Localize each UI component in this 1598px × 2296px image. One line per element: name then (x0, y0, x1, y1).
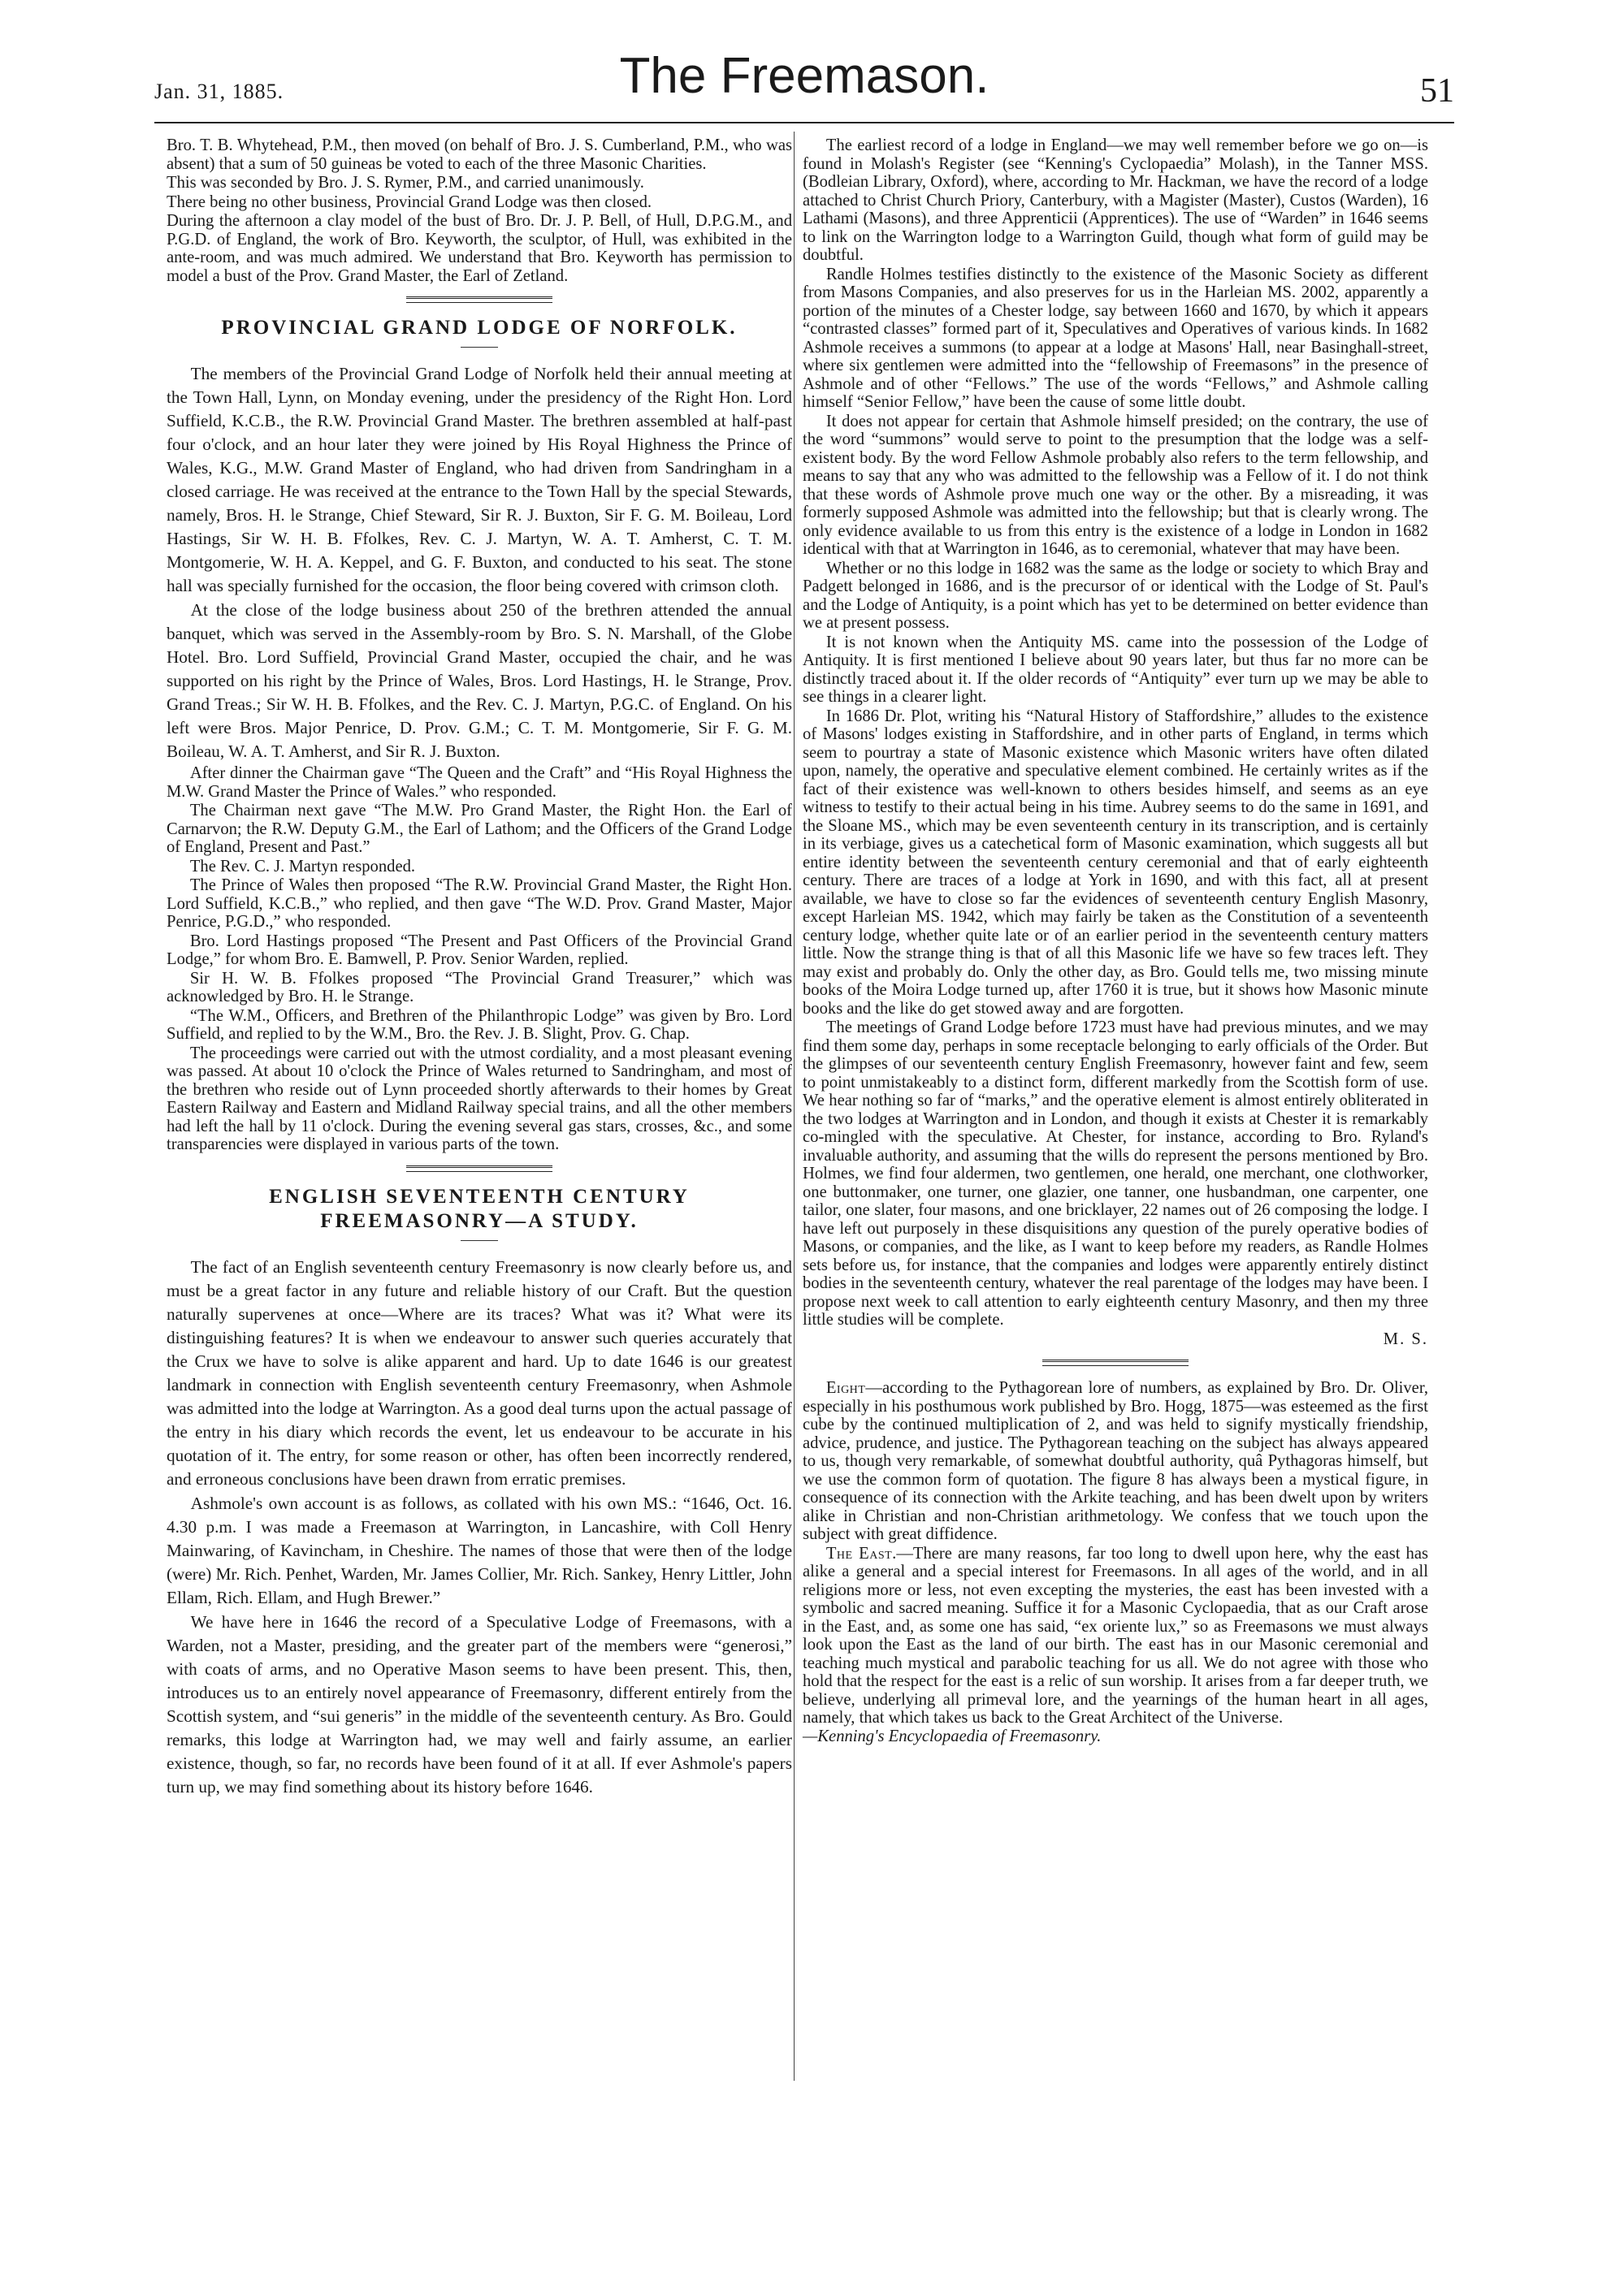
study-heading (167, 1185, 792, 1234)
author-signature: M. S. (1383, 1330, 1428, 1348)
article-paragraph: There being no other business, Provincial Grand Lodge was then closed. (167, 192, 652, 211)
article-paragraph: Bro. T. B. Whytehead, P.M., then moved (on behalf of Bro. J. S. Cumberland, P.M., who was absent) that a sum of 50 guineas be voted to each of the three Masonic Charities. (167, 136, 792, 173)
article-paragraph: It is not known when the Antiquity MS. came into the possession of the Lodge of Antiquity. It is first mentioned I believe about 90 years later, but thus far no more can be distinctly traced about it. If the older records of “Antiquity” ever turn up we may be able to see things in a clearer light. (803, 633, 1428, 706)
publication-title: The Freemason. (619, 48, 990, 104)
masthead-bar (154, 47, 1454, 120)
norfolk-heading: PROVINCIAL GRAND LODGE OF NORFOLK. (221, 317, 738, 339)
article-paragraph: After dinner the Chairman gave “The Queen and the Craft” and “His Royal Highness the M.W. Grand Master the Prince of Wales.” who responded. (167, 764, 792, 801)
article-paragraph: In 1686 Dr. Plot, writing his “Natural History of Staffordshire,” alludes to the existence of Masons' lodges existing in Staffordshire, and in other parts of England, in terms which seem to pourtray a state of Masonic existence which Masonic writers have often dilated upon, namely, the operative and speculative element combined. He certainly writes as if the fact of their existence was well-known to others besides himself, and seems as an eye witness to testify to their actual being in his time. Aubrey seems to do the same in 1691, and the Sloane MS., which may be even seventeenth century in its transcription, and is certainly in its verbiage, gives us a catechetical form of Masonic examination, which suggests all but entire identity between the seventeenth century ceremonial and that of early eighteenth century. There are traces of a lodge at York in 1690, and with this fact, all at present available, we have to close so far the evidences of seventeenth century English Masonry, except Harleian MS. 1942, which may fairly be taken as the Constitution of a seventeenth century lodge, whether quite late or of an earlier period in the seventeenth century matters little. Now the strange thing is that of all this Masonic life we have so few traces left. They may exist and probably do. Only the other day, as Bro. Gould tells me, two missing minute books of the Moira Lodge turned up, after 1760 it is true, but it shows how Masonic minute books and the like do get stowed away and are forgotten. (803, 707, 1428, 1018)
article-paragraph: This was seconded by Bro. J. S. Rymer, P.M., and carried unanimously. (167, 174, 644, 192)
article-paragraph: Randle Holmes testifies distinctly to the existence of the Masonic Society as different from Masons Companies, and also preserves for us in the Harleian MS. 2002, apparently a portion of the minutes of a Chester lodge, say between 1660 and 1670, by which it appears “contrasted classes” formed part of it, Speculatives and Operatives of various kinds. In 1682 Ashmole receives a summons (to appear at a lodge at Masons' Hall, near Basinghall-street, where six gentlemen were admitted into the “fellowship of Freemasons” in the presence of Ashmole and of other “Fellows.” The use of the words “Fellows,” and Ashmole calling himself “Senior Fellow,” have been the cause of some little doubt. (803, 265, 1428, 411)
issue-date: Jan. 31, 1885. (154, 80, 284, 103)
article-paragraph: Ashmole's own account is as follows, as collated with his own MS.: “1646, Oct. 16. 4.30 p.m. I was made a Freemason at Warrington, in Lancashire, with Coll Henry Mainwaring, of Kavincham, in Cheshire. The names of those that were then of the lodge (were) Mr. Rich. Penhet, Warden, Mr. James Collier, Mr. Rich. Sankey, Henry Littler, John Ellam, Rich. Ellam, and Hugh Brewer.” (167, 1493, 792, 1607)
article-paragraph: The Chairman next gave “The M.W. Pro Grand Master, the Right Hon. the Earl of Carnarvon; the R.W. Deputy G.M., the Earl of Lathom; and the Officers of the Grand Lodge of England, Present and Past.” (167, 802, 792, 856)
article-paragraph: Whether or no this lodge in 1682 was the same as the lodge or society to which Bray and Padgett belonged in 1686, and is the precursor of or identical with the Lodge of St. Paul's and the Lodge of Antiquity, is a point which has yet to be determined on better evidence than we at present possess. (803, 559, 1428, 632)
study-heading-line: ENGLISH SEVENTEENTH CENTURY (269, 1185, 690, 1208)
masthead-rule (154, 122, 1454, 123)
section-separator (406, 296, 552, 303)
heading-rule (461, 347, 498, 348)
article-paragraph: At the close of the lodge business about 250 of the brethren attended the annual banquet, which was served in the Assembly-room by Bro. S. N. Marshall, of the Globe Hotel. Bro. Lord Suffield, Provincial Grand Master, occupied the chair, and he was supported on his right by the Prince of Wales, Bros. Lord Hastings, H. le Strange, Prov. Grand Treas.; Sir W. H. B. Ffolkes, and the Rev. C. J. Martyn, P.G.C. of England. On his left were Bros. Major Penrice, D. Prov. G.M.; C. T. M. Montgomerie, Sir F. G. M. Boileau, W. A. T. Amherst, and Sir R. J. Buxton. (167, 600, 792, 761)
east-text: .—There are many reasons, far too long to dwell upon here, why the east has alike a general and a special interest for Freemasons. In all ages of the world, and in all religions more or less, not even excepting the mysteries, the east has been invested with a symbolic and sacred meaning. Suffice it for a Masonic Cyclopaedia, that as our Craft arose in the East, and, as some one has said, “ex oriente lux,” so as Freemasons we must always look upon the East as the land of our birth. The east has in our Masonic ceremonial and teaching much mystical and parabolic teaching for us all. We do not agree with those who hold that the respect for the east is a relic of sun worship. It arises from a far deeper truth, we believe, underlying all primeval lore, and the yearnings of the human heart in all ages, namely, that which takes us back to the Great Architect of the Universe. (803, 1544, 1429, 1727)
article-paragraph: It does not appear for certain that Ashmole himself presided; on the contrary, the use of the word “summons” would serve to point to the presumption that the lodge was a self-existent body. By the word Fellow Ashmole probably also refers to the term fellowship, and means to say that any who was admitted to the fellowship was a Fellow of it. I do not think that these words of Ashmole prove much one way or the other. By a misreading, it was formerly supposed Ashmole was admitted into the fellowship; but that is clearly wrong. The only evidence available to us from this entry is the existence of a lodge in London in 1682 identical with that at Warrington in 1646, as to ceremonial, whatever that may have been. (803, 412, 1428, 558)
eight-paragraph (803, 1379, 1428, 1544)
article-paragraph: Bro. Lord Hastings proposed “The Present and Past Officers of the Provincial Grand Lodge,” for whom Bro. E. Bamwell, P. Prov. Senior Warden, replied. (167, 932, 792, 968)
section-separator (406, 1165, 552, 1172)
article-paragraph: The Rev. C. J. Martyn responded. (189, 857, 416, 876)
heading-rule (461, 1240, 498, 1241)
article-paragraph: The members of the Provincial Grand Lodge of Norfolk held their annual meeting at the Town Hall, Lynn, on Monday evening, under the presidency of the Right Hon. Lord Suffield, K.C.B., the R.W. Provincial Grand Master. The brethren assembled at half-past four o'clock, and an hour later they were joined by His Royal Highness the Prince of Wales, K.G., M.W. Grand Master of England, who had driven from Sandringham in a closed carriage. He was received at the entrance to the Town Hall by the special Stewards, namely, Bros. H. le Strange, Chief Steward, Sir R. J. Buxton, Sir F. G. M. Boileau, Lord Hastings, Sir W. H. B. Ffolkes, Rev. C. J. Martyn, W. A. T. Amherst, C. T. M. Montgomerie, W. H. A. Keppel, and G. F. Buxton, and conducted to his seat. The stone hall was specially furnished for the occasion, the floor being covered with crimson cloth. (167, 364, 792, 595)
article-paragraph: We have here in 1646 the record of a Speculative Lodge of Freemasons, with a Warden, not a Master, presiding, and the greater part of the members were “generosi,” with coats of arms, and no Operative Mason seems to have been present. This, then, introduces us to an entirely novel appearance of Freemasonry, different entirely from the Scottish system, and “sui generis” in the middle of the seventeenth century. As Bro. Gould remarks, this lodge at Warrington had, we may well and fairly assume, an earlier existence, though, so far, no records have been found of it at all. If ever Ashmole's papers turn up, we may find something about its history before 1646. (167, 1611, 792, 1797)
section-separator (1042, 1360, 1189, 1366)
article-paragraph: The meetings of Grand Lodge before 1723 must have had previous minutes, and we may find them some day, perhaps in some receptacle belonging to early officials of the Order. But the glimpses of our seventeenth century English Freemasonry, however faint and few, seem to point unmistakeably to a distinct form, different markedly from the Scottish form of use. We hear nothing so far of “marks,” and the operative element is almost entirely obliterated in the two lodges at Warrington and in London, and though it exists at Chester it is remarkably co-mingled with the speculative. At Chester, for instance, according to Bro. Ryland's invaluable authority, and assuming that the wills do represent the persons mentioned by Bro. Holmes, we find four aldermen, two gentlemen, one herald, one merchant, one clothworker, one buttonmaker, one turner, one glazier, one tanner, one husbandman, one carpenter, one tailor, one slater, four masons, and one bricklayer, 22 names out of 26 composing the lodge. I have left out purposely in these disquisitions any question of the purely operative bodies of Masons, or companies, and the like, as I want to keep before my readers, as Randle Holmes sets before us, for instance, that the companies and lodges were apparently entirely distinct bodies in the seventeenth century, whatever the real parentage of the lodges may have been. I propose next week to call attention to early eighteenth century Masonry, and then my three little studies will be complete. (803, 1018, 1428, 1329)
east-lead: The East (825, 1544, 893, 1563)
article-paragraph: During the afternoon a clay model of the bust of Bro. Dr. J. P. Bell, of Hull, D.P.G.M., and P.G.D. of England, the work of Bro. Keyworth, the sculptor, of Hull, was exhibited in the ante-room, and was much admired. We understand that Bro. Keyworth has permission to model a bust of the Prov. Grand Master, the Earl of Zetland. (167, 212, 792, 285)
right-column (803, 136, 1428, 1746)
eight-text: —according to the Pythagorean lore of numbers, as explained by Bro. Dr. Oliver, especially in his posthumous work published by Bro. Hogg, 1875—was esteemed as the first cube by the continued multiplication of 2, and was held to signify mystically friendship, advice, prudence, and justice. The Pythagorean teaching on the subject has always appeared to us, though very remarkable, of somewhat doubtful authority, quâ Pythagoras himself, but we use the common form of quotation. The figure 8 has always been a mystical figure, in consequence of its connection with the Arkite teaching, and has been dwelt upon by writers alike in Christian and non-Christian arithmetology. We confess that we touch upon the subject with great diffidence. (803, 1379, 1428, 1543)
norfolk-article (167, 362, 792, 763)
article-paragraph: The earliest record of a lodge in England—we may well remember before we go on—is found in Molash's Register (see “Kenning's Cyclopaedia” Molash), in the Tanner MSS. (Bodleian Library, Oxford), where, according to Mr. Hackman, we have the record of a lodge attached to Christ Church Priory, Canterbury, with a Magister (Master), Custos (Warden), 16 Lathami (Masons), and three Apprenticii (Apprentices). The use of “Warden” in 1646 seems to link on the Warrington lodge to a Warrington Guild, though what form of guild may be doubtful. (803, 136, 1428, 264)
east-paragraph (803, 1545, 1428, 1746)
left-column (167, 136, 792, 1800)
article-paragraph: The Prince of Wales then proposed “The R.W. Provincial Grand Master, the Right Hon. Lord Suffield, K.C.B.,” who replied, and then gave “The W.D. Prov. Grand Master, Major Penrice, P.G.D.,” who responded. (167, 876, 792, 931)
article-paragraph: Sir H. W. B. Ffolkes proposed “The Provincial Grand Treasurer,” which was acknowledged by Bro. H. le Strange. (167, 969, 792, 1005)
page-number: 51 (1420, 72, 1454, 110)
article-paragraph: The fact of an English seventeenth century Freemasonry is now clearly before us, and must be a great factor in any future and reliable history of our Craft. But the question naturally supervenes at once—Where are its traces? What was it? What were its distinguishing features? It is when we endeavour to answer such queries accurately that the Crux we have to solve is alike apparent and hard. Up to date 1646 is our greatest landmark in connection with English seventeenth century Freemasonry, when Ashmole was admitted into the lodge at Warrington. As a good deal turns upon the actual passage of the entry in his diary which records the event, let us endeavour to be accurate in his quotation of it. The entry, for some reason or other, has often been incorrectly rendered, and erroneous conclusions have been drawn from erratic premises. (167, 1256, 792, 1489)
study-article-left (167, 1256, 792, 1799)
study-heading-line: FREEMASONRY—A STUDY. (320, 1209, 639, 1232)
eight-lead: Eight (825, 1379, 866, 1397)
east-source: —Kenning's Encyclopaedia of Freemasonry. (803, 1727, 1102, 1745)
column-divider (794, 132, 795, 2081)
article-paragraph: “The W.M., Officers, and Brethren of the Philanthropic Lodge” was given by Bro. Lord Suffield, and replied to by the W.M., Bro. the Rev. J. B. Slight, Prov. G. Chap. (167, 1006, 792, 1043)
article-paragraph: The proceedings were carried out with the utmost cordiality, and a most pleasant evening was passed. At about 10 o'clock the Prince of Wales returned to Sandringham, and most of the brethren who reside out of Lynn proceeded shortly afterwards to their homes by Great Eastern Railway and Eastern and Midland Railway special trains, and all the other members had left the hall by 11 o'clock. During the evening several gas stars, crosses, &c., and some transparencies were displayed in various parts of the town. (167, 1044, 792, 1153)
